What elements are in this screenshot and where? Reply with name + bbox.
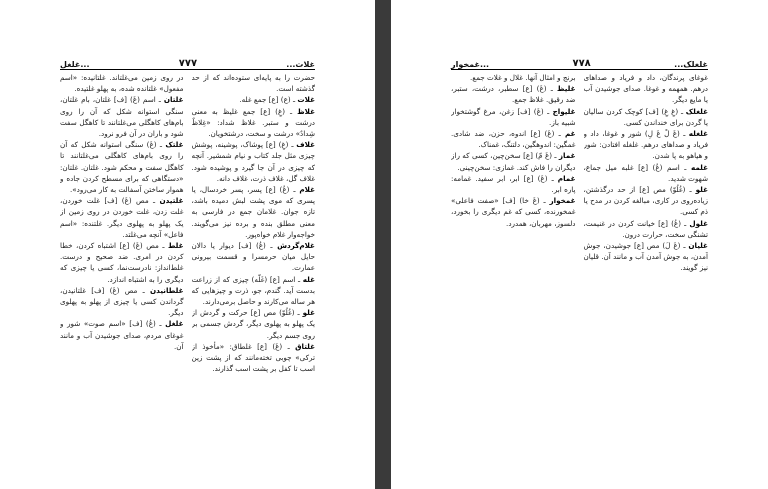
dictionary-entry [192, 106, 316, 140]
book-gutter [375, 0, 391, 489]
entry-headword: غلو [302, 308, 315, 318]
entry-definition: ـ (غَ خا) [ف] «صفت فاعلی» غمخورنده، کسی که غم دیگری را بخورد، دلسوز، مهربان، همدرد. [451, 196, 576, 228]
dictionary-entry [584, 72, 709, 106]
left-page-right-column [192, 72, 316, 449]
entry-definition: ـ (غَ مّ) [ع] سخن‌چین، کسی که راز دیگران را فاش کند. غمازی: سخن‌چینی. [451, 151, 576, 172]
entry-headword: غلیواج [552, 106, 576, 116]
dictionary-entry [192, 240, 316, 274]
dictionary-entry [584, 162, 709, 184]
dictionary-entry [584, 106, 709, 128]
dictionary-entry [192, 139, 316, 184]
left-page-left-column [60, 72, 184, 449]
entry-definition: ـ اسم (غُ) [ع] غلبه میل جماع، شهوت شدید. [583, 162, 708, 183]
entry-definition: ـ (غَ لْ غَ لِ) شور و غوغا، داد و فریاد و صداهای درهم. غلغله افتادن: شور و هیاهو به پا شدن. [583, 129, 708, 161]
entry-headword: غلتان [163, 95, 184, 105]
dictionary-entry [60, 72, 184, 94]
dictionary-entry [584, 218, 709, 240]
entry-headword: غلیظ [557, 84, 576, 94]
entry-definition: ـ (غَ) [ع] سطبر، درشت، ستبر، ضد رقیق. غلاظ جمع. [451, 84, 576, 105]
entry-definition: ـ مص (غَ) [ف] غلتانیدن، گرداندن کسی یا چیزی از پهلو به پهلوی دیگر. [60, 285, 184, 318]
entry-headword: غماز [558, 151, 576, 161]
dictionary-entry [60, 318, 184, 352]
dictionary-entry [451, 106, 576, 128]
entry-definition: در روی زمین می‌غلتاند. غلتانیده: «اسم مفعول» غلتانده شده، به پهلو غلتیده. [60, 73, 184, 94]
dictionary-entry [451, 195, 576, 229]
dictionary-entry [451, 150, 576, 172]
left-page-guide-left: ...غلغل [60, 60, 90, 69]
left-page [0, 0, 375, 489]
entry-definition: ـ (غُ) [ف] دیوار یا دالان حایل میان حرمسرا و قسمت بیرونی عمارت. [191, 241, 315, 273]
entry-headword: غلمه [690, 162, 708, 172]
dictionary-entry [192, 307, 316, 341]
entry-headword: غمام [557, 173, 576, 183]
entry-definition: ـ (غِ غِ) [ف] کوچک کردن سالیان یا گردن برای خنداندن کسی. [583, 106, 708, 127]
entry-definition: ـ (ع) [ع] جمع غله. [239, 95, 296, 105]
dictionary-entry [192, 72, 316, 94]
entry-definition: برنج و امثال آنها. غلال و غلات جمع. [469, 73, 576, 82]
dictionary-entry [60, 94, 184, 139]
entry-headword: غلام‌گردش [277, 241, 315, 251]
dictionary-entry [192, 184, 316, 240]
entry-definition: حضرت را به پایه‌ای ستوده‌اند که از حد گذشته است. [191, 73, 315, 94]
entry-headword: غلط [167, 241, 184, 251]
entry-headword: غلیان [688, 241, 708, 251]
entry-definition: ـ (غَ لَ) مص [ع] جوشیدن، جوش آمدن، به جوش آمدن آب و مانند آن. قلیان نیز گویند. [583, 241, 708, 273]
right-page [391, 0, 768, 489]
entry-definition: ـ اسم [ع] (غَلّه) چیزی که از زراعت بدست آید. گندم، جو، ذرت و چیزهایی که هر ساله می‌کارند و حاصل برمی‌دارند. [191, 274, 315, 307]
left-page-guide-right: غلات... [286, 60, 315, 69]
entry-definition: ـ (غَ) سنگی استوانه شکل که آن را روی بام‌های کاهگلی می‌غلتانند تا کاهگل سفت و محکم شود. غلتان. غلتان: «دستگاهی که برای مسطح کردن جاده و هموار ساختن آسفالت به کار می‌رود». [60, 140, 184, 195]
entry-headword: غلغل [165, 319, 184, 329]
right-page-columns [451, 72, 708, 449]
entry-headword: غلتیدن [159, 196, 184, 206]
dictionary-entry [451, 128, 576, 150]
entry-definition: ـ (غُ) [ع] خیانت کردن در غنیمت، تشنگی سخت، حرارت درون. [583, 218, 708, 239]
entry-headword: غلات [297, 95, 315, 105]
entry-headword: غلو [695, 185, 708, 195]
dictionary-entry [60, 285, 184, 319]
left-page-columns [60, 72, 315, 449]
entry-headword: غمخوار [549, 196, 576, 206]
dictionary-entry [60, 195, 184, 240]
entry-definition: ـ مص (غَ) [ع] اشتباه کردن، خطا کردن در امری. ضد صحیح و درست. غلط‌انداز: نادرست‌نما، کسی یا چیزی که دیگری را به اشتباه اندازد. [60, 241, 184, 284]
entry-definition: ـ (غُلُوّ) مص [ع] حرکت و گردش از یک پهلو به پهلوی دیگر، گردش جسمی بر روی جسم دیگر. [191, 308, 315, 340]
dictionary-entry [60, 139, 184, 195]
entry-definition: غوغای پرندگان، داد و فریاد و صداهای درهم. همهمه و غوغا. صدای جوشیدن آب یا مایع دیگر. [583, 73, 708, 105]
entry-definition: ـ (غُ) [ف] «اسم صوت» شور و غوغای مردم، صدای جوشیدن آب و مانند آن. [60, 319, 184, 351]
right-page-guide-left: ...غمخوار [451, 60, 490, 69]
entry-headword: غلغلک [685, 106, 708, 116]
entry-definition: ـ (غِ) [ع] پوشاک، پوشینه، پوشش چیزی مثل جلد کتاب و نیام شمشیر. آنچه که چیزی در آن جا گیرد و پوشیده شود. غلاف گل، غلاف ذرت، غلاف دانه. [191, 140, 315, 183]
entry-definition: ـ (غُلُوّ) مص [ع] از حد درگذشتن، زیاده‌روی در کاری، مبالغه کردن در مدح یا ذم کسی. [583, 185, 708, 217]
entry-definition: ـ اسم (غَ) [ف] غلتان، بام غلتان، سنگی استوانه شکل که آن را روی بام‌های کاهگلی می‌غلتانند تا کاهگل سفت شود و باران در آن فرو نرود. [60, 95, 184, 139]
entry-definition: ـ (غَ) [ع] ابر، ابر سفید. غمامه: پاره ابر. [451, 173, 576, 195]
entry-headword: غلاف [296, 140, 315, 150]
left-page-number: ۷۷۷ [178, 58, 198, 69]
right-page-header [451, 55, 708, 70]
entry-headword: غلتک [165, 140, 184, 150]
dictionary-entry [60, 240, 184, 285]
dictionary-entry [584, 128, 709, 162]
entry-definition: ـ (غَ) [ع] غلطاق: «مأخوذ از ترکی» چوبی تخته‌مانند که از پشت زین اسب تا کفل بر پشت اسب گذارند. [191, 341, 315, 374]
entry-definition: ـ (غَ) [ف] زغن، مرغ گوشتخوار شبیه باز. [451, 106, 576, 127]
right-page-number: ۷۷۸ [572, 58, 591, 69]
dictionary-entry [192, 341, 316, 375]
entry-headword: غلطانیدن [150, 285, 184, 295]
dictionary-entry [192, 94, 316, 105]
right-page-guide-right: غلغلک... [674, 60, 708, 69]
right-page-right-column [584, 72, 709, 449]
entry-definition: ـ (غَ) [ع] اندوه، حزن، ضد شادی. غمگین: اندوهگین، دلتنگ، غمناک. [451, 129, 576, 150]
entry-headword: غلول [689, 218, 708, 228]
entry-headword: غلغله [688, 129, 708, 139]
dictionary-entry [451, 173, 576, 195]
entry-headword: غلتاق [295, 341, 315, 351]
entry-headword: غله [302, 274, 315, 284]
dictionary-entry [584, 240, 709, 274]
left-page-header [60, 55, 315, 70]
entry-headword: غم [564, 129, 576, 139]
dictionary-entry [451, 72, 576, 83]
right-page-left-column [451, 72, 576, 449]
entry-definition: ـ (غُ) [ع] پسر، پسر خردسال، یا پسری که موی پشت لبش دمیده باشد، تازه جوان. غلامان جمع در فارسی به معنی مطلق بنده و برده نیز می‌گویند. خواجه‌وار غلام خواه‌پور. [191, 185, 315, 239]
dictionary-entry [584, 184, 709, 218]
entry-definition: ـ (غِ) [ع] جمع غلیظ به معنی درشت و ستبر. غلاظ شداد: «غِلاظٌ شِدادٌ» درشت و سخت، درشتخویان. [191, 106, 315, 139]
dictionary-entry [192, 274, 316, 308]
dictionary-entry [451, 83, 576, 105]
entry-headword: غلاظ [297, 106, 315, 116]
entry-definition: ـ مص (غَ) [ف] غلت خوردن، غلت زدن، غلت خوردن در روی زمین از یک پهلو به پهلوی دیگر. غلتنده: «اسم فاعل» آنچه می‌غلتد. [60, 196, 184, 239]
entry-headword: غلام [299, 185, 315, 195]
